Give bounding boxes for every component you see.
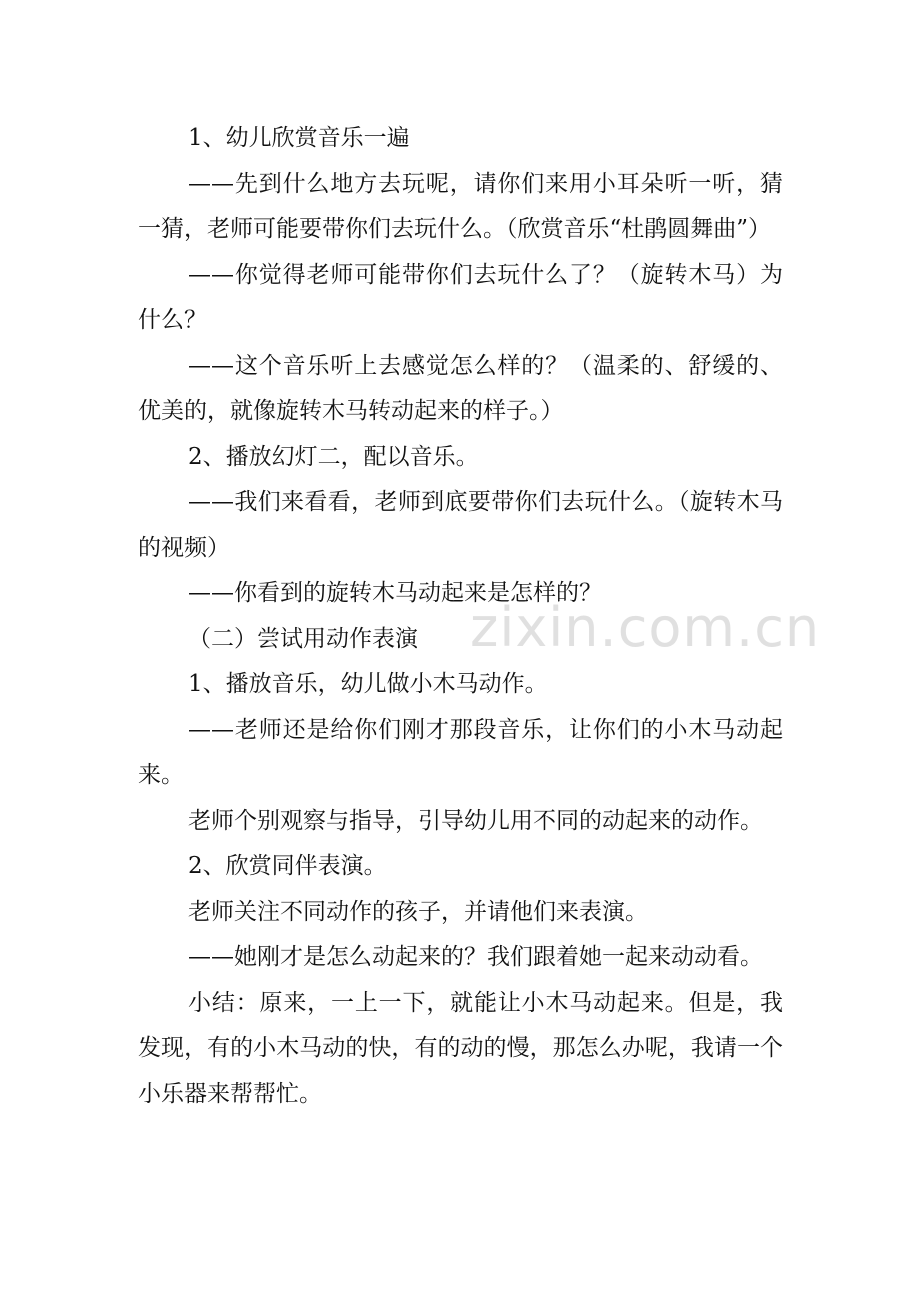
paragraph-6: ——我们来看看，老师到底要带你们去玩什么。（旋转木马的视频） [138,489,783,561]
watermark: zixin.com.cn [470,596,821,659]
paragraph-13: 老师关注不同动作的孩子，并请他们来表演。 [188,898,648,925]
paragraph-4: ——这个音乐听上去感觉怎么样的？（温柔的、舒缓的、优美的，就像旋转木马转动起来的样子。） [138,352,783,424]
paragraph-11: 老师个别观察与指导，引导幼儿用不同的动起来的动作。 [188,807,763,834]
summary-paragraph: 小结：原来，一上一下，就能让小木马动起来。但是，我发现，有的小木马动的快，有的动的慢，那怎么办呢，我请一个小乐器来帮帮忙。 [138,989,783,1107]
section-heading: （二）尝试用动作表演 [188,625,418,652]
paragraph-2: ——先到什么地方去玩呢，请你们来用小耳朵听一听，猜一猜，老师可能要带你们去玩什么。（欣赏音乐“杜鹃圆舞曲”） [138,170,783,242]
paragraph-1: 1、幼儿欣赏音乐一遍 [188,125,410,151]
paragraph-5: 2、播放幻灯二，配以音乐。 [188,443,479,470]
paragraph-14: ——她刚才是怎么动起来的？我们跟着她一起来动动看。 [188,944,763,970]
paragraph-10: ——老师还是给你们刚才那段音乐，让你们的小木马动起来。 [138,716,783,788]
document-body [138,116,783,1117]
paragraph-12: 2、欣赏同伴表演。 [188,853,387,879]
paragraph-7: ——你看到的旋转木马动起来是怎样的？ [188,580,602,606]
paragraph-3: ——你觉得老师可能带你们去玩什么了？（旋转木马）为什么？ [138,261,783,333]
paragraph-9: 1、播放音乐，幼儿做小木马动作。 [188,671,548,697]
